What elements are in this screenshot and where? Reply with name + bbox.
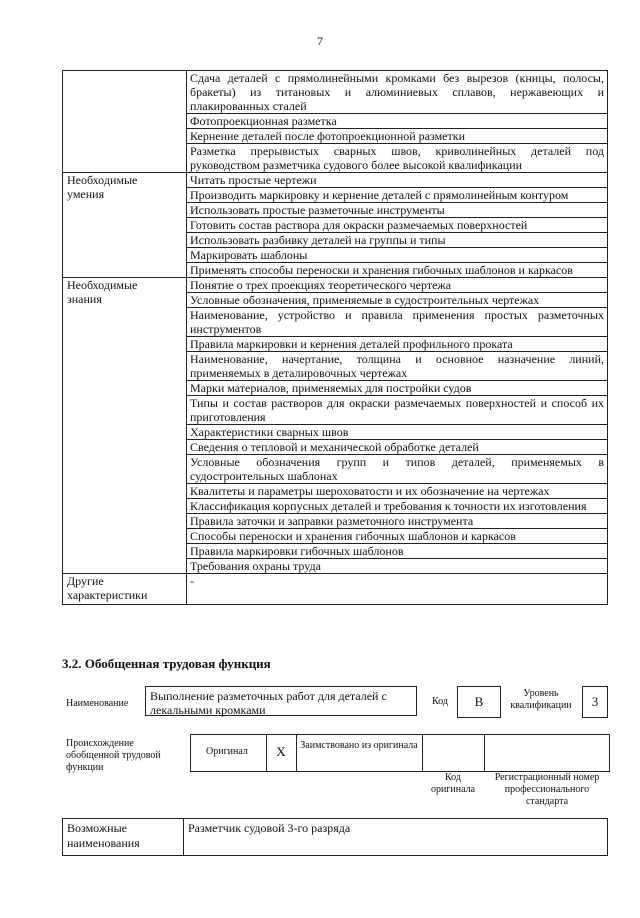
possible-names-label: Возможные наименования [63, 819, 184, 856]
row-group-label [63, 278, 187, 574]
level-label: Уровень квалификации [510, 688, 572, 711]
function-name-box [145, 686, 417, 716]
table-row [63, 71, 608, 114]
table-cell: Правила маркировки гибочных шаблонов [187, 544, 608, 559]
function-name-value: Выполнение разметочных работ для деталей с лекальными кромками [150, 689, 387, 717]
code-label: Код [432, 696, 448, 707]
table-cell: Классификация корпусных деталей и требования к точности их изготовления [187, 499, 608, 514]
original-mark: X [276, 744, 286, 759]
level-value: 3 [591, 694, 599, 709]
possible-names-value: Разметчик судовой 3-го разряда [184, 819, 608, 856]
table-cell: Использовать простые разметочные инструменты [187, 203, 608, 218]
table-cell: Марки материалов, применяемых для постройки судов [187, 381, 608, 396]
origin-divider-4 [484, 734, 485, 771]
registration-number-caption: Регистрационный номер профессионального стандарта [494, 772, 600, 807]
name-label: Наименование [66, 698, 129, 709]
table-cell: Требования охраны труда [187, 559, 608, 574]
table-row [63, 173, 608, 188]
table-cell: Типы и состав растворов для окраски размечаемых поверхностей и способ их приготовления [187, 396, 608, 425]
table-row [63, 574, 608, 605]
possible-names-table [62, 818, 608, 856]
table-cell: Условные обозначения, применяемые в судостроительных чертежах [187, 293, 608, 308]
table-cell: Готовить состав раствора для окраски размечаемых поверхностей [187, 218, 608, 233]
section-title: 3.2. Обобщенная трудовая функция [62, 656, 271, 671]
table-cell: Читать простые чертежи [187, 173, 608, 188]
table-cell: Наименование, начертание, толщина и основное назначение линий, применяемых в деталировочных чертежах [187, 352, 608, 381]
table-cell: Наименование, устройство и правила применения простых разметочных инструментов [187, 308, 608, 337]
group-label-text: Необходимые знания [67, 278, 138, 306]
table-cell: Способы переноски и хранения гибочных шаблонов и каркасов [187, 529, 608, 544]
row-group-label [63, 173, 187, 278]
table-cell: Разметка прерывистых сварных швов, криволинейных деталей под руководством разметчика судового более высокой квалификации [187, 144, 608, 173]
borrowed-label: Заимствовано из оригинала [300, 740, 418, 751]
group-label-text: Другие характеристики [67, 574, 148, 602]
table-cell: Правила маркировки и кернения деталей профильного проката [187, 337, 608, 352]
table-cell: Кернение деталей после фотопроекционной разметки [187, 129, 608, 144]
page-number: 7 [317, 34, 323, 48]
table-cell: Применять способы переноски и хранения гибочных шаблонов и каркасов [187, 263, 608, 278]
table-cell: Маркировать шаблоны [187, 248, 608, 263]
table-cell: Производить маркировку и кернение деталей с прямолинейным контуром [187, 188, 608, 203]
origin-divider-3 [422, 734, 423, 771]
origin-divider-2 [296, 734, 297, 771]
table-cell: Фотопроекционная разметка [187, 114, 608, 129]
table-row [63, 278, 608, 293]
table-cell: Условные обозначения групп и типов деталей, применяемых в судостроительных шаблонах [187, 455, 608, 484]
code-value: B [474, 694, 484, 709]
table-cell: Характеристики сварных швов [187, 425, 608, 440]
row-group-label [63, 71, 187, 173]
level-box [582, 686, 608, 718]
table-cell: Сведения о тепловой и механической обработке деталей [187, 440, 608, 455]
table-cell: Сдача деталей с прямолинейными кромками без вырезов (кницы, полосы, бракеты) из титановых и алюминиевых сплавов, нержавеющих и плакированных сталей [187, 71, 608, 114]
original-code-caption: Код оригинала [430, 772, 476, 795]
table-cell: - [187, 574, 608, 605]
table-cell: Понятие о трех проекциях теоретического чертежа [187, 278, 608, 293]
original-label: Оригинал [206, 746, 248, 757]
table-cell: Использовать разбивку деталей на группы и типы [187, 233, 608, 248]
table-cell: Квалитеты и параметры шероховатости и их обозначение на чертежах [187, 484, 608, 499]
origin-label: Происхождение обобщенной трудовой функции [66, 738, 161, 773]
table-cell: Правила заточки и заправки разметочного инструмента [187, 514, 608, 529]
group-label-text: Необходимые умения [67, 173, 138, 201]
code-box [457, 686, 501, 718]
row-group-label [63, 574, 187, 605]
skills-knowledge-table [62, 70, 608, 605]
